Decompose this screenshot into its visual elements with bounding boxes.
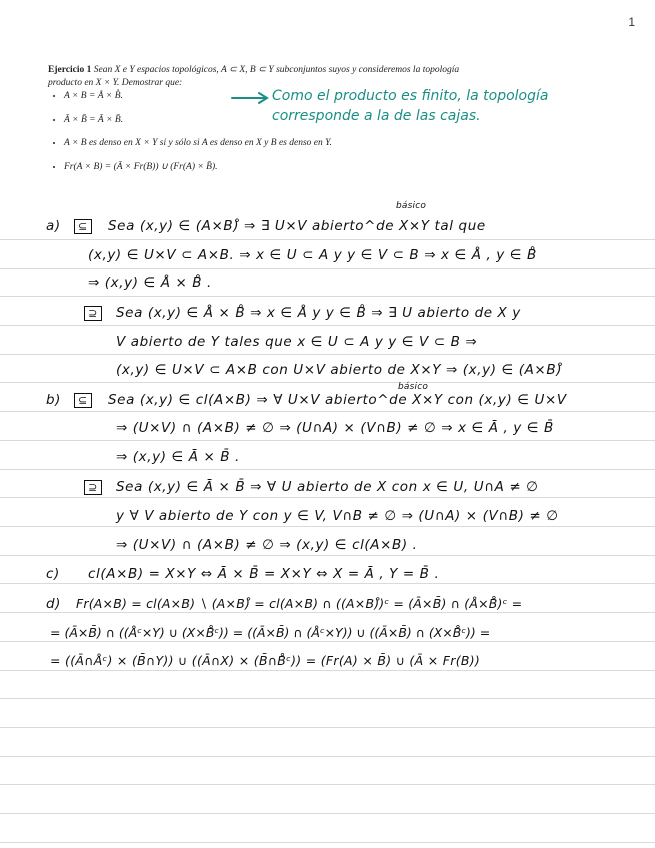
ruled-line [0,698,655,699]
proof-line: (x,y) ∈ U×V ⊂ A×B. ⇒ x ∈ U ⊂ A y y ∈ V ⊂ B ⇒ x ∈ Å , y ∈ B̊ [88,247,537,263]
exercise-item: • Ā × B̄ = Ā × B̄. [64,114,548,127]
page-number: 1 [628,15,635,29]
exercise-item: • A × B = Å × B̊. [64,90,548,103]
exercise-heading: Ejercicio 1 [48,65,92,75]
ruled-line [0,583,655,584]
ruled-line [0,440,655,441]
ruled-line [0,813,655,814]
ruled-line [0,641,655,642]
ruled-line [0,296,655,297]
ruled-line [0,239,655,240]
annotation-basico: básico [398,382,429,392]
ruled-line [0,784,655,785]
ruled-line [0,842,655,843]
exercise-text-1: Sean X e Y espacios topológicos, A ⊂ X, B ⊂ Y subconjuntos suyos y consideremos la topología [93,65,460,75]
ruled-line [0,469,655,470]
proof-line: cl(A×B) = X×Y ⇔ Ā × B̄ = X×Y ⇔ X = Ā , Y = B̄ . [88,566,440,582]
ruled-line [0,325,655,326]
part-a-label: a) [46,218,61,234]
ruled-line [0,411,655,412]
ruled-line [0,555,655,556]
part-d-label: d) [46,596,62,612]
ruled-line [0,756,655,757]
proof-line: Sea (x,y) ∈ cl(A×B) ⇒ ∀ U×V abierto^de X×Y con (x,y) ∈ U×V [108,392,567,408]
ruled-line [0,354,655,355]
proof-line: ⇒ (x,y) ∈ Å × B̊ . [88,275,212,291]
ruled-line [0,727,655,728]
ruled-line [0,382,655,383]
proof-line: Sea (x,y) ∈ Å × B̊ ⇒ x ∈ Å y y ∈ B̊ ⇒ ∃ U abierto de X y [116,305,521,321]
annotation-basico: básico [396,201,427,211]
superset-box: ⊇ [84,306,102,321]
proof-line: Fr(A×B) = cl(A×B) ∖ (A×B)̊ = cl(A×B) ∩ ((A×B)̊)ᶜ = (Ā×B̄) ∩ (Å×B̊)ᶜ = [76,596,523,611]
subset-box: ⊆ [74,219,92,234]
arrow-right-icon [230,90,270,106]
ruled-line [0,670,655,671]
superset-box: ⊇ [84,480,102,495]
exercise-item: • A × B es denso en X × Y si y sólo si A es denso en X y B es denso en Y. [64,137,548,150]
proof-line: Sea (x,y) ∈ (A×B)̊ ⇒ ∃ U×V abierto^de X×Y tal que [108,218,486,234]
proof-line: Sea (x,y) ∈ Ā × B̄ ⇒ ∀ U abierto de X con x ∈ U, U∩A ≠ ∅ [116,479,539,495]
proof-line: ⇒ (x,y) ∈ Ā × B̄ . [116,449,240,465]
exercise-item: • Fr(A × B) = (Ā × Fr(B)) ∪ (Fr(A) × B̄). [64,161,548,174]
proof-line: ⇒ (U×V) ∩ (A×B) ≠ ∅ ⇒ (x,y) ∈ cl(A×B) . [116,537,418,553]
part-b-label: b) [46,392,62,408]
margin-note-line: corresponde a la de las cajas. [272,108,481,124]
proof-line: y ∀ V abierto de Y con y ∈ V, V∩B ≠ ∅ ⇒ (U∩A) × (V∩B) ≠ ∅ [116,508,559,524]
margin-note [272,86,602,126]
subset-box: ⊆ [74,393,92,408]
exercise-text-2: producto en X × Y. Demostrar que: [48,77,183,88]
proof-line: (x,y) ∈ U×V ⊂ A×B con U×V abierto de X×Y ⇒ (x,y) ∈ (A×B)̊ [116,362,563,378]
margin-note-line: Como el producto es finito, la topología [272,88,549,104]
proof-line: = ((Ā∩Åᶜ) × (B̄∩Y)) ∪ ((Ā∩X) × (B̄∩B̊ᶜ)) = (Fr(A) × B̄) ∪ (Ā × Fr(B)) [50,653,481,668]
ruled-line [0,497,655,498]
proof-line: ⇒ (U×V) ∩ (A×B) ≠ ∅ ⇒ (U∩A) × (V∩B) ≠ ∅ ⇒ x ∈ Ā , y ∈ B̄ [116,420,554,436]
proof-line: V abierto de Y tales que x ∈ U ⊂ A y y ∈ V ⊂ B ⇒ [116,334,478,350]
proof-line: = (Ā×B̄) ∩ ((Åᶜ×Y) ∪ (X×B̊ᶜ)) = ((Ā×B̄) ∩ (Åᶜ×Y)) ∪ ((Ā×B̄) ∩ (X×B̊ᶜ)) = [50,625,491,640]
ruled-line [0,612,655,613]
ruled-line [0,268,655,269]
part-c-label: c) [46,566,60,582]
ruled-line [0,526,655,527]
